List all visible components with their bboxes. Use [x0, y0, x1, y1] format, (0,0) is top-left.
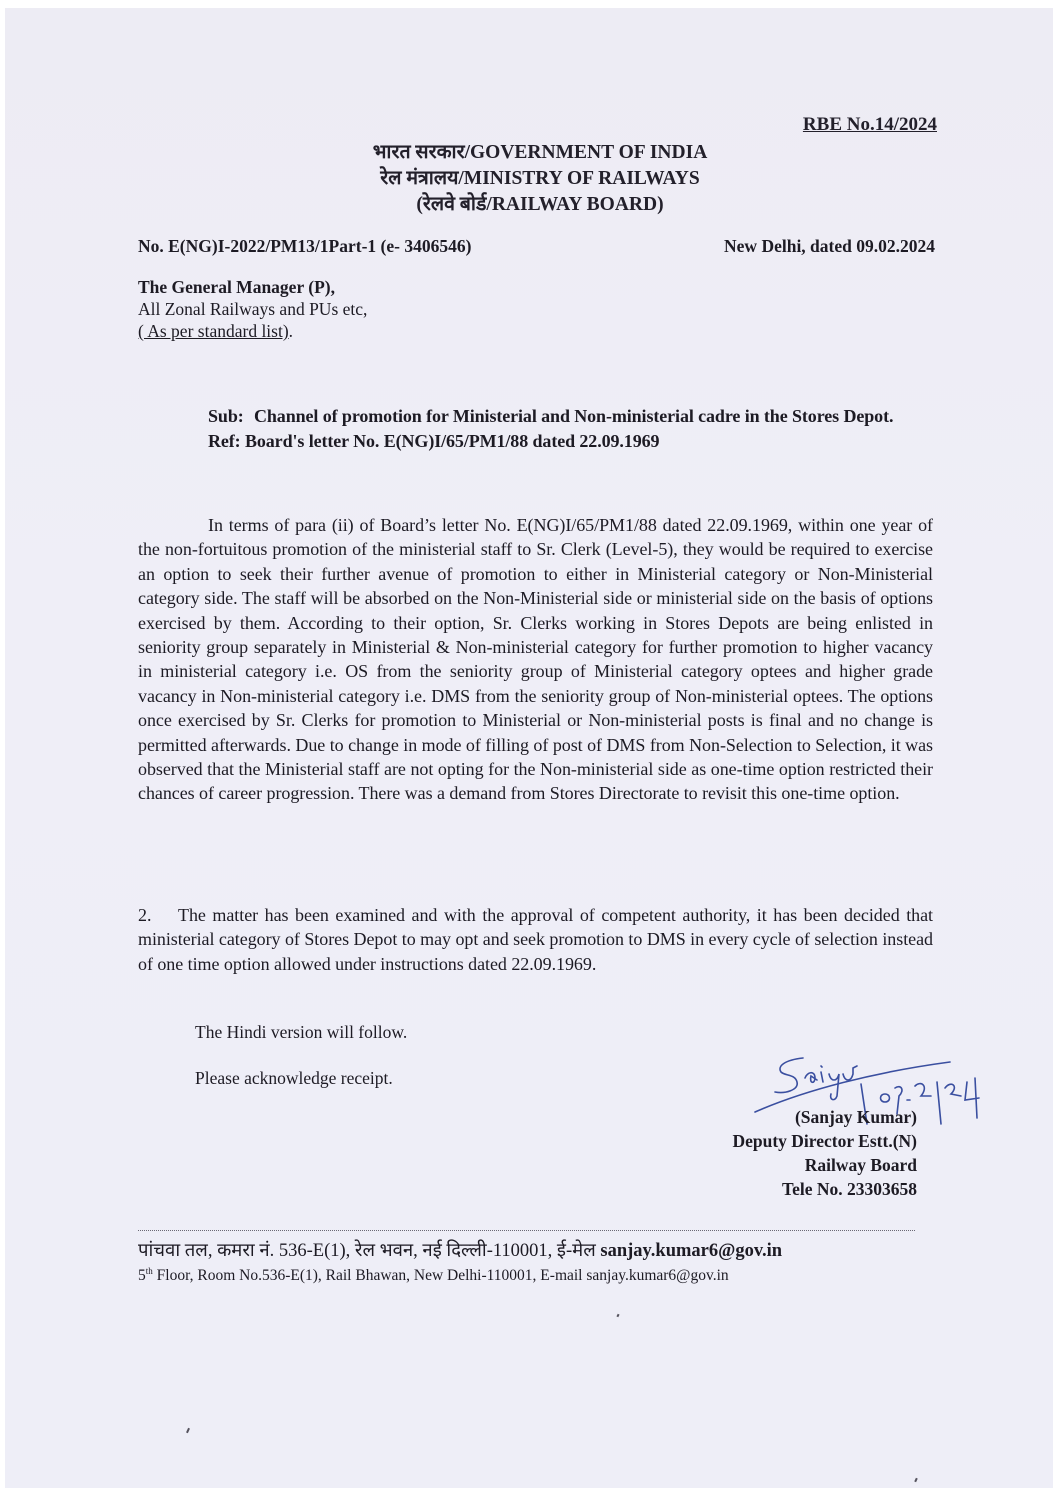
signature-block [732, 1105, 917, 1201]
letterhead-government: भारत सरकार/GOVERNMENT OF INDIA [372, 142, 708, 163]
circular-number: RBE No.14/2024 [802, 114, 937, 135]
subject-block [208, 405, 948, 453]
signatory-designation: Deputy Director Estt.(N) [732, 1131, 917, 1151]
addressee-list-note: ( As per standard list) [138, 321, 289, 341]
footer-hindi-address [138, 1237, 782, 1262]
addressee-title: The General Manager (P), [138, 277, 335, 297]
signatory-office: Railway Board [804, 1155, 917, 1175]
signatory-name: (Sanjay Kumar) [794, 1107, 917, 1127]
letter-number: No. E(NG)I-2022/PM13/1Part-1 (e- 3406546) [138, 236, 472, 256]
paragraph-2-number: 2. [138, 905, 152, 925]
addressee-list-note-suffix: . [288, 321, 294, 341]
footer-floor-number: 5 [138, 1267, 146, 1285]
reference-line: Ref: Board's letter No. E(NG)I/65/PM1/88 dated 22.09.1969 [208, 431, 660, 451]
place-and-date: New Delhi, dated 09.02.2024 [724, 236, 935, 256]
letterhead-board: (रेलवे बोर्ड/RAILWAY BOARD) [416, 194, 664, 215]
footer-english-address [138, 1266, 729, 1285]
scanned-document-page [5, 8, 1053, 1488]
footer-hindi-email: sanjay.kumar6@gov.in [600, 1241, 783, 1261]
letterhead-ministry: रेल मंत्रालय/MINISTRY OF RAILWAYS [380, 168, 700, 189]
hindi-version-note: The Hindi version will follow. [195, 1022, 408, 1042]
acknowledge-note: Please acknowledge receipt. [195, 1068, 393, 1088]
scan-speck [186, 1428, 190, 1433]
letterhead [5, 140, 1058, 218]
footer-divider [138, 1230, 915, 1231]
scan-speck [914, 1478, 918, 1482]
paragraph-2 [138, 903, 933, 976]
paragraph-1: In terms of para (ii) of Board’s letter No. E(NG)I/65/PM1/88 dated 22.09.1969, within one year of the non-fortuitous promotion of the ministerial staff to Sr. Clerk (Level-5), they would be required to exercise an option to seek their further avenue of promotion to either in Ministerial category or Non-Ministerial category side. The staff will be absorbed on the Non-Ministerial side or ministerial side on the basis of options exercised by them. According to their option, Sr. Clerks working in Stores Depots are being enlisted in seniority group separately in Ministerial & Non-ministerial category for further promotion to higher vacancy in ministerial category i.e. OS from the seniority group of Ministerial category optees and higher grade vacancy in Non-ministerial category i.e. DMS from the seniority group of Non-ministerial optees. The options once exercised by Sr. Clerks for promotion to Ministerial or Non-ministerial posts is final and no change is permitted afterwards. Due to change in mode of filling of post of DMS from Non-Selection to Selection, it was observed that the Ministerial staff are not opting for the Non-ministerial side as one-time option restricted their chances of career progression. There was a demand from Stores Directorate to revisit this one-time option. [138, 515, 933, 804]
subject-label: Sub: [208, 406, 244, 426]
addressee-scope: All Zonal Railways and PUs etc, [138, 299, 368, 319]
addressee-block [138, 276, 367, 342]
scan-speck [616, 1314, 619, 1318]
footer-english-address-text: Floor, Room No.536-E(1), Rail Bhawan, New Delhi-110001, E-mail sanjay.kumar6@gov.in [152, 1267, 729, 1285]
paragraph-2-text: The matter has been examined and with the approval of competent authority, it has been decided that ministerial category of Stores Depot to may opt and seek promotion to DMS in every cycle of selection instead of one time option allowed under instructions dated 22.09.1969. [138, 905, 933, 974]
footer-hindi-address-text: पांचवा तल, कमरा नं. 536-E(1), रेल भवन, नई दिल्ली-110001, ई-मेल [138, 1241, 601, 1261]
signatory-phone: Tele No. 23303658 [782, 1179, 917, 1199]
subject-text: Channel of promotion for Ministerial and Non-ministerial cadre in the Stores Depot. [254, 406, 894, 426]
footer-floor-suffix: th [145, 1266, 153, 1276]
